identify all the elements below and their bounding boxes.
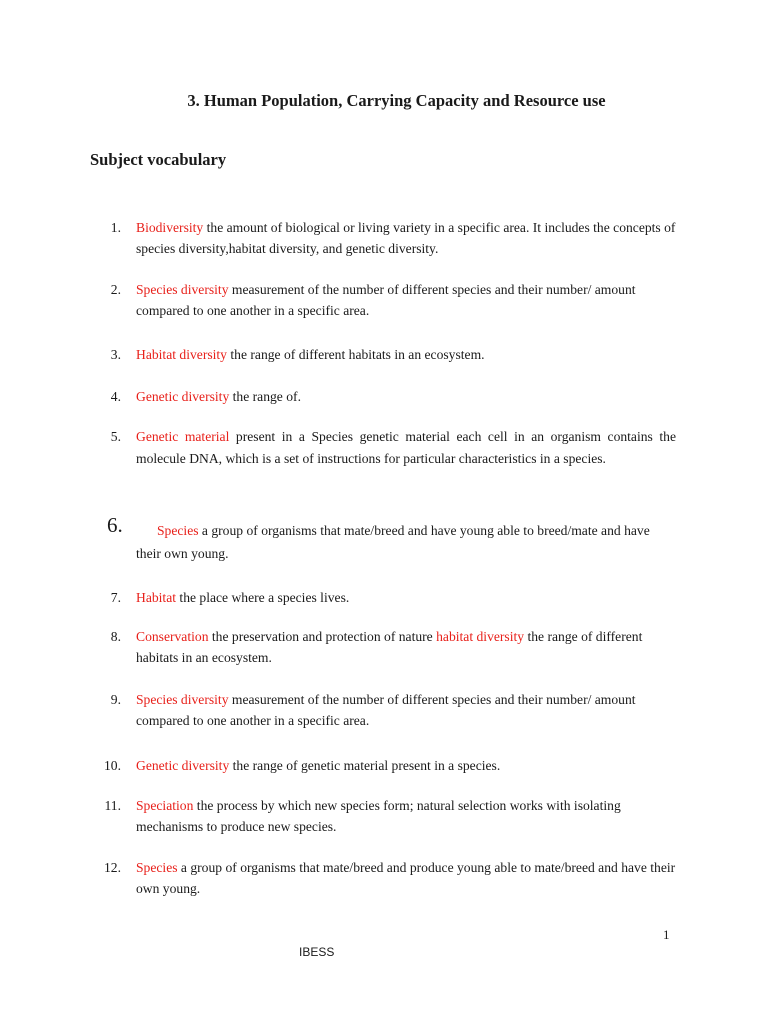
item-term: Speciation: [136, 798, 194, 813]
item-definition-secondary: the range of different habitats in an ecosystem.: [136, 629, 643, 665]
item-definition: the range of.: [229, 389, 301, 404]
item-number: 10.: [104, 758, 121, 773]
item-body: [136, 689, 676, 731]
item-definition: the range of genetic material present in a species.: [229, 758, 501, 773]
item-body: [136, 426, 676, 469]
item-body: [136, 386, 676, 407]
item-term: Habitat: [136, 590, 177, 605]
item-body: [136, 279, 676, 321]
document-title: 3. Human Population, Carrying Capacity and Resource use: [187, 91, 606, 110]
item-body: [136, 217, 676, 259]
item-body: [136, 519, 676, 565]
item-term: Genetic diversity: [136, 758, 230, 773]
item-body: [136, 795, 676, 837]
item-number: 12.: [104, 860, 121, 875]
item-body: [136, 857, 676, 899]
item-number: 7.: [110, 590, 121, 605]
item-number: 11.: [104, 798, 121, 813]
section-subtitle: Subject vocabulary: [90, 150, 227, 169]
item-number: 5.: [110, 429, 121, 444]
item-number: 2.: [110, 282, 121, 297]
item-body: [136, 626, 676, 668]
item-term: Species diversity: [136, 282, 229, 297]
item-definition: the amount of biological or living variety in a specific area. It includes the concepts of species diversity,habitat diversity, and genetic diversity.: [136, 220, 676, 256]
item-definition: the place where a species lives.: [176, 590, 350, 605]
item-term: Habitat diversity: [136, 347, 227, 362]
item-body: [136, 344, 676, 365]
item-body: [136, 587, 676, 608]
item-number: 8.: [110, 629, 121, 644]
item-term: Conservation: [136, 629, 209, 644]
item-number: 1.: [110, 220, 121, 235]
item-body: [136, 755, 676, 776]
item-definition: a group of organisms that mate/breed and produce young able to mate/breed and have their own young.: [136, 860, 676, 896]
item-number: 3.: [110, 347, 121, 362]
page-number: 1: [663, 927, 670, 942]
item-definition: the range of different habitats in an ecosystem.: [226, 347, 485, 362]
item-term: Species diversity: [136, 692, 229, 707]
item-definition: measurement of the number of different species and their number/ amount compared to one another in a specific area.: [136, 282, 636, 318]
item-term: Species: [136, 860, 178, 875]
item-definition: a group of organisms that mate/breed and have young able to breed/mate and have their own young.: [136, 523, 650, 561]
item-term: Genetic diversity: [136, 389, 230, 404]
footer-text: IBESS: [299, 945, 335, 959]
item-number: 6.: [107, 513, 123, 537]
item-definition: present in a Species genetic material each cell in an organism contains the molecule DNA, which is a set of instructions for particular characteristics in a species.: [136, 429, 677, 466]
item-definition: the process by which new species form; natural selection works with isolating mechanisms to produce new species.: [136, 798, 621, 834]
item-term-secondary: habitat diversity: [436, 629, 525, 644]
item-term: Biodiversity: [136, 220, 204, 235]
item-term: Genetic material: [136, 429, 230, 444]
item-definition: measurement of the number of different species and their number/ amount compared to one another in a specific area.: [136, 692, 636, 728]
item-term: Species: [157, 523, 199, 538]
item-number: 4.: [110, 389, 121, 404]
item-definition: the preservation and protection of nature: [208, 629, 437, 644]
item-number: 9.: [110, 692, 121, 707]
